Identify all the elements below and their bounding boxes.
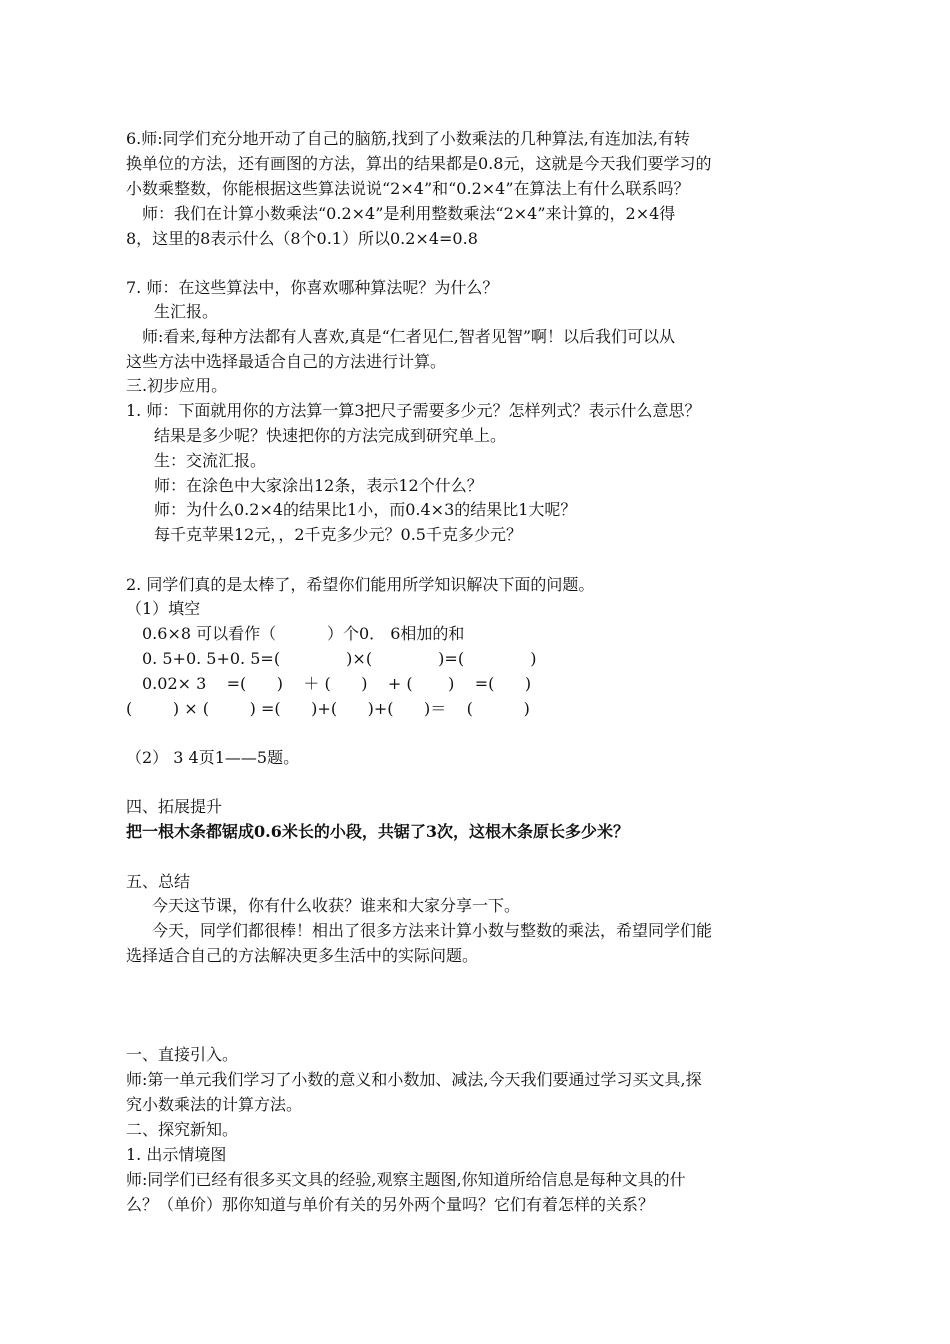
section-heading: 四、拓展提升: [126, 797, 223, 816]
fill-blank-line: 0. 5+0. 5+0. 5=( )×( )=( ): [142, 649, 537, 668]
text-line: 师:第一单元我们学习了小数的意义和小数加、减法,今天我们要通过学习买文具,探: [126, 1070, 702, 1089]
fill-blank-line: 0.02× 3 =( ) ＋ ( ) + ( ) =( ): [142, 674, 532, 693]
text-line: 选择适合自己的方法解决更多生活中的实际问题。: [126, 946, 479, 965]
text-line: （1）填空: [126, 599, 201, 618]
text-line: 每千克苹果12元，，2千克多少元？0.5千克多少元？: [154, 525, 522, 544]
bold-problem: 把一根木条都锯成0.6米长的小段，共锯了3次，这根木条原长多少米？: [126, 822, 629, 841]
text-line: 生汇报。: [154, 302, 219, 321]
section-heading: 二、探究新知。: [126, 1120, 239, 1139]
section-heading: 五、总结: [126, 872, 191, 891]
text-line: 换单位的方法，还有画图的方法，算出的结果都是0.8元，这就是今天我们要学习的: [126, 154, 712, 173]
text-line: 师:同学们已经有很多买文具的经验,观察主题图,你知道所给信息是每种文具的什: [126, 1170, 686, 1189]
text-line: 2. 同学们真的是太棒了，希望你们能用所学知识解决下面的问题。: [126, 575, 595, 594]
text-line: 今天，同学们都很棒！相出了很多方法来计算小数与整数的乘法，希望同学们能: [152, 921, 713, 940]
text-line: 7. 师：在这些算法中，你喜欢哪种算法呢？为什么？: [126, 278, 499, 297]
text-line: 师:看来,每种方法都有人喜欢,真是“仁者见仁,智者见智”啊！以后我们可以从: [142, 327, 676, 346]
text-line: 这些方法中选择最适合自己的方法进行计算。: [126, 352, 447, 371]
text-line: 究小数乘法的计算方法。: [126, 1095, 303, 1114]
text-line: 1. 师：下面就用你的方法算一算3把尺子需要多少元？怎样列式？表示什么意思？: [126, 401, 701, 420]
section-heading: 一、直接引入。: [126, 1045, 239, 1064]
text-line: 结果是多少呢？快速把你的方法完成到研究单上。: [154, 426, 507, 445]
text-line: 师：在涂色中大家涂出12条，表示12个什么？: [154, 476, 483, 495]
text-line: 今天这节课，你有什么收获？谁来和大家分享一下。: [152, 896, 521, 915]
text-line: 1. 出示情境图: [126, 1145, 227, 1164]
text-line: 师：我们在计算小数乘法“0.2×4”是利用整数乘法“2×4”来计算的，2×4得: [142, 204, 676, 223]
fill-blank-line: ( ) × ( ) =( )+( )+( )＝ ( ): [126, 699, 530, 718]
text-line: 师：为什么0.2×4的结果比1小，而0.4×3的结果比1大呢？: [154, 500, 577, 519]
text-line: 生：交流汇报。: [154, 451, 267, 470]
text-line: （2） 3 4页1——5题。: [126, 748, 300, 767]
text-line: 6.师:同学们充分地开动了自己的脑筋,找到了小数乘法的几种算法,有连加法,有转: [126, 129, 690, 148]
section-heading: 三.初步应用。: [126, 376, 228, 395]
fill-blank-line: 0.6×8 可以看作（ ）个0． 6相加的和: [142, 624, 465, 643]
text-line: 小数乘整数，你能根据这些算法说说“2×4”和“0.2×4”在算法上有什么联系吗？: [126, 179, 690, 198]
text-line: 8，这里的8表示什么（8个0.1）所以0.2×4=0.8: [126, 229, 478, 248]
text-line: 么？（单价）那你知道与单价有关的另外两个量吗？它们有着怎样的关系？: [126, 1195, 655, 1214]
